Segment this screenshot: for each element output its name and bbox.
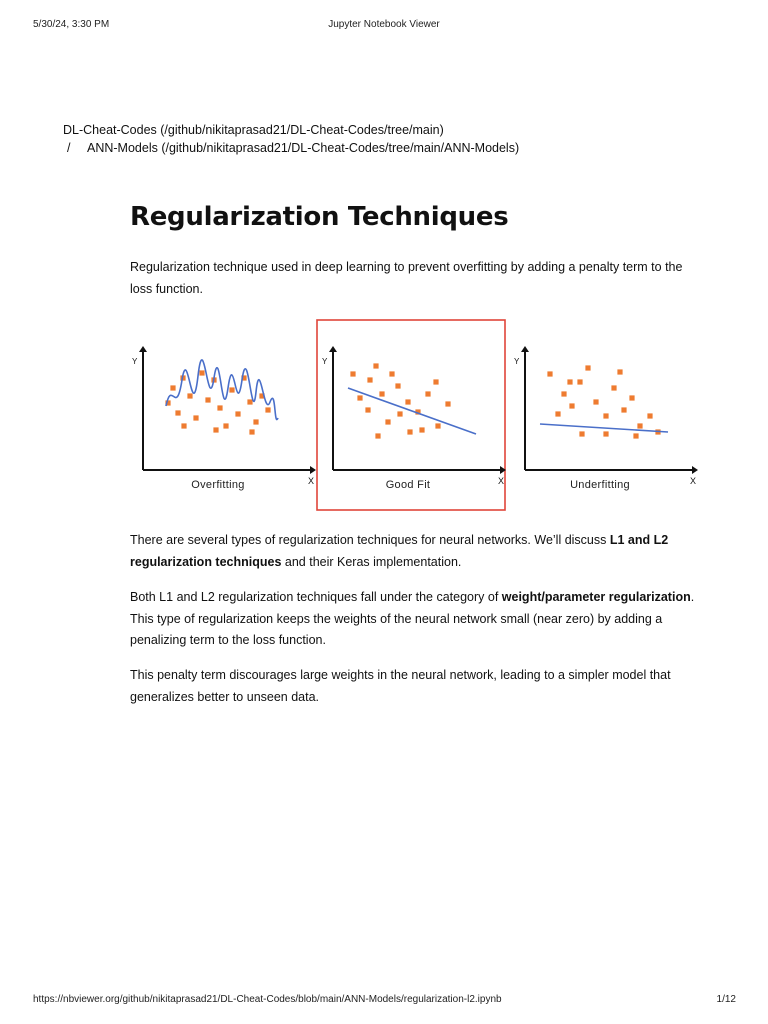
panel-underfit [514, 346, 698, 491]
data-point [445, 401, 450, 406]
data-point [187, 393, 192, 398]
panel-caption: Good Fit [385, 479, 431, 491]
data-point [175, 410, 180, 415]
breadcrumb [63, 141, 519, 155]
fit-line [540, 424, 668, 432]
page-title: Regularization Techniques [130, 202, 509, 232]
data-point [567, 379, 572, 384]
data-point [229, 387, 234, 392]
data-point [375, 433, 380, 438]
data-point [593, 399, 598, 404]
panel-overfit [132, 346, 316, 491]
y-axis-label: Y [514, 357, 520, 366]
x-axis-arrow [310, 466, 316, 474]
print-date: 5/30/24, 3:30 PM [33, 19, 110, 30]
breadcrumb-separator: / [67, 141, 71, 155]
data-point [637, 423, 642, 428]
y-axis-arrow [139, 346, 147, 352]
intro-paragraph: Regularization technique used in deep learning to prevent overfitting by adding a penalty term to the loss function. [130, 260, 683, 296]
y-axis-arrow [329, 346, 337, 352]
panel-good [322, 346, 506, 491]
data-point [170, 385, 175, 390]
data-point [213, 427, 218, 432]
data-point [223, 423, 228, 428]
x-axis-label: X [498, 476, 505, 486]
data-point [379, 391, 384, 396]
page-number: 1/12 [716, 994, 736, 1005]
breadcrumb-root-link[interactable]: DL-Cheat-Codes (/github/nikitaprasad21/DL-Cheat-Codes/tree/main) [63, 123, 444, 137]
data-point [579, 431, 584, 436]
data-point [235, 411, 240, 416]
data-point [629, 395, 634, 400]
data-point [217, 405, 222, 410]
data-point [405, 399, 410, 404]
data-point [205, 397, 210, 402]
panel-caption: Overfitting [191, 479, 245, 491]
data-point [419, 427, 424, 432]
fit-line [166, 360, 278, 420]
fit-comparison-figure [128, 318, 700, 514]
data-point [397, 411, 402, 416]
data-point [249, 429, 254, 434]
data-point [385, 419, 390, 424]
data-point [633, 433, 638, 438]
l1-l2-emphasis: L1 and L2 regularization techniques [130, 533, 669, 569]
print-page-title: Jupyter Notebook Viewer [328, 19, 440, 30]
x-axis-arrow [692, 466, 698, 474]
data-point [350, 371, 355, 376]
data-point [389, 371, 394, 376]
data-point [621, 407, 626, 412]
data-point [199, 370, 204, 375]
data-point [611, 385, 616, 390]
y-axis-label: Y [322, 357, 328, 366]
data-point [561, 391, 566, 396]
footer-url: https://nbviewer.org/github/nikitaprasad21/DL-Cheat-Codes/blob/main/ANN-Models/regularization-l2.ipynb [33, 994, 502, 1005]
data-point [247, 399, 252, 404]
data-point [425, 391, 430, 396]
data-point [577, 379, 582, 384]
data-point [647, 413, 652, 418]
types-paragraph: There are several types of regularization techniques for neural networks. We’ll discuss L1 and L2 regularization techniques and their Keras implementation. [130, 533, 669, 569]
data-point [357, 395, 362, 400]
y-axis-label: Y [132, 357, 138, 366]
panel-caption: Underfitting [570, 479, 630, 491]
data-point [555, 411, 560, 416]
data-point [433, 379, 438, 384]
data-point [617, 369, 622, 374]
weight-parameter-emphasis: weight/parameter regularization [501, 590, 691, 604]
penalty-paragraph: This penalty term discourages large weights in the neural network, leading to a simpler model that generalizes better to unseen data. [130, 668, 671, 704]
data-point [181, 423, 186, 428]
data-point [603, 431, 608, 436]
data-point [193, 415, 198, 420]
data-point [407, 429, 412, 434]
data-point [435, 423, 440, 428]
data-point [569, 403, 574, 408]
y-axis-arrow [521, 346, 529, 352]
data-point [365, 407, 370, 412]
weight-regularization-paragraph: Both L1 and L2 regularization techniques fall under the category of weight/parameter regularization. This type of regularization keeps the weights of the neural network small (near zero) by adding a penalizing term to the loss function. [130, 590, 695, 647]
data-point [585, 365, 590, 370]
data-point [253, 419, 258, 424]
data-point [395, 383, 400, 388]
data-point [373, 363, 378, 368]
x-axis-label: X [690, 476, 697, 486]
data-point [367, 377, 372, 382]
breadcrumb-child-link[interactable]: ANN-Models (/github/nikitaprasad21/DL-Cheat-Codes/tree/main/ANN-Models) [87, 141, 520, 155]
data-point [547, 371, 552, 376]
data-point [265, 407, 270, 412]
data-point [603, 413, 608, 418]
x-axis-label: X [308, 476, 315, 486]
